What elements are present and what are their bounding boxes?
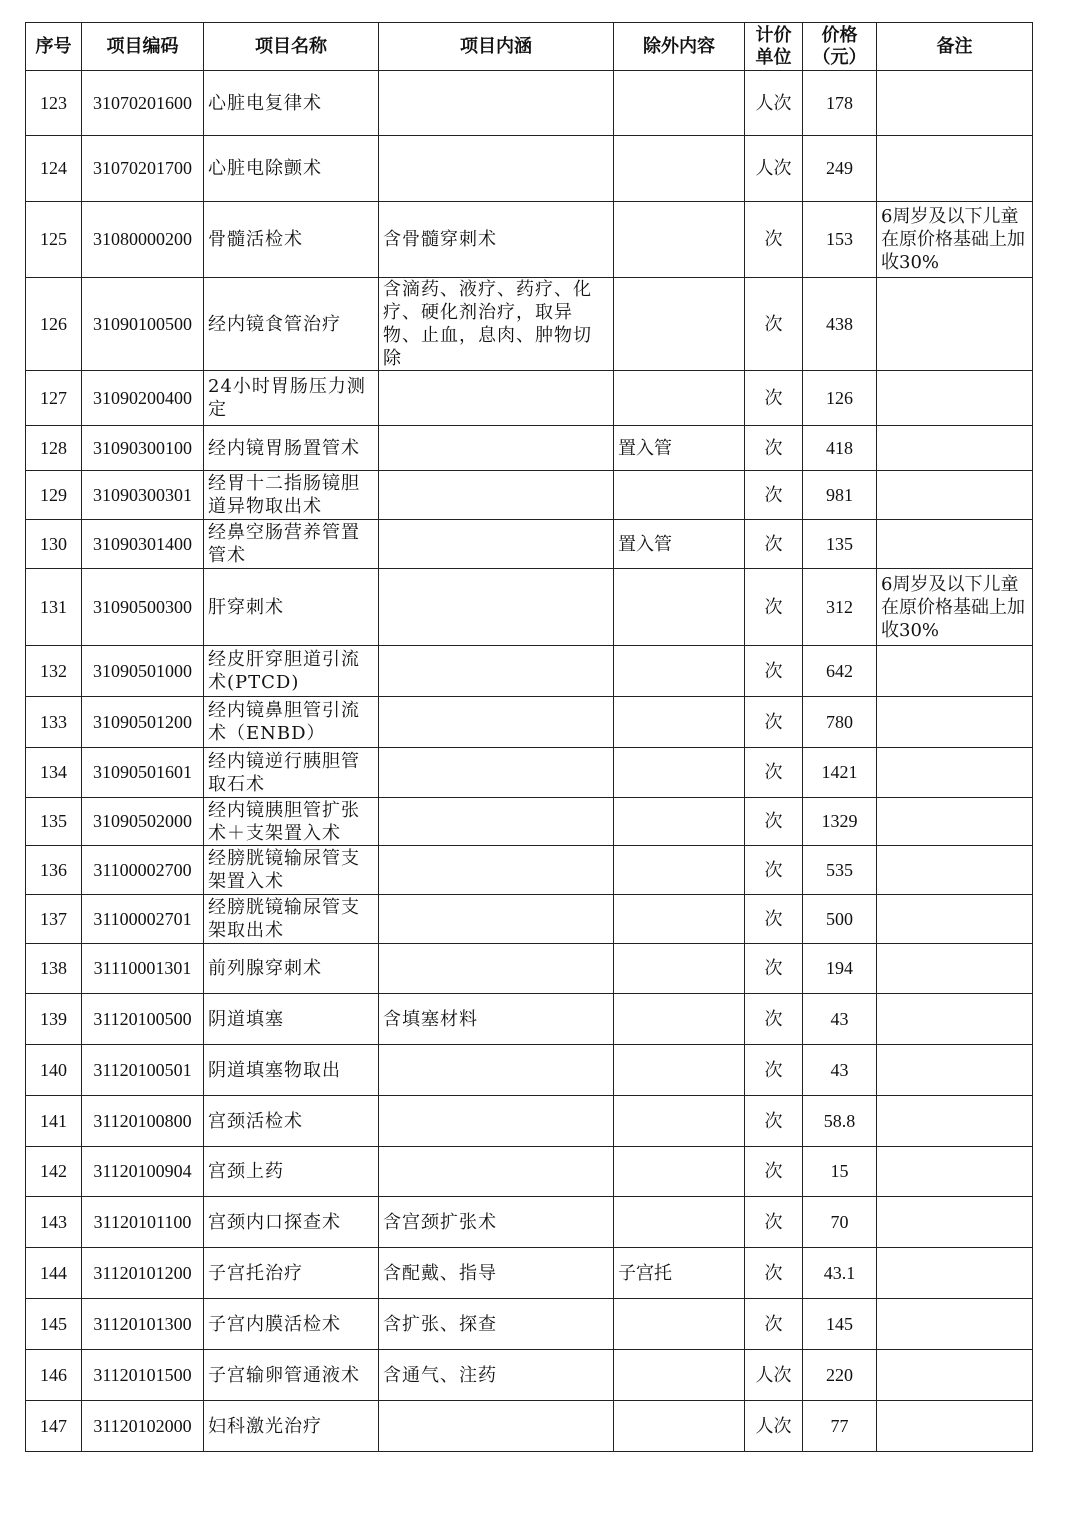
cell-name: 经膀胱镜输尿管支架取出术 — [204, 895, 379, 944]
header-row — [26, 23, 1033, 71]
header-content: 项目内涵 — [379, 23, 614, 71]
cell-note — [877, 471, 1033, 520]
cell-excluded — [614, 71, 745, 136]
cell-seq: 133 — [26, 697, 82, 748]
cell-code: 31120100501 — [82, 1045, 204, 1096]
cell-name: 心脏电除颤术 — [204, 136, 379, 202]
cell-content — [379, 71, 614, 136]
table-row — [26, 697, 1033, 748]
cell-note — [877, 1299, 1033, 1350]
cell-unit: 次 — [745, 895, 803, 944]
cell-seq: 138 — [26, 944, 82, 994]
cell-content: 含滴药、液疗、药疗、化疗、硬化剂治疗，取异物、止血，息肉、肿物切除 — [379, 278, 614, 371]
cell-name: 经内镜鼻胆管引流术（ENBD） — [204, 697, 379, 748]
cell-excluded — [614, 1096, 745, 1147]
cell-excluded — [614, 202, 745, 278]
cell-code: 31120101300 — [82, 1299, 204, 1350]
cell-excluded: 子宫托 — [614, 1248, 745, 1299]
cell-note — [877, 798, 1033, 846]
cell-price: 43 — [803, 1045, 877, 1096]
cell-seq: 127 — [26, 371, 82, 426]
table-row — [26, 1299, 1033, 1350]
cell-unit: 次 — [745, 278, 803, 371]
cell-code: 31100002701 — [82, 895, 204, 944]
cell-content — [379, 136, 614, 202]
header-excluded: 除外内容 — [614, 23, 745, 71]
cell-excluded — [614, 1197, 745, 1248]
cell-price: 535 — [803, 846, 877, 895]
cell-seq: 145 — [26, 1299, 82, 1350]
cell-code: 31110001301 — [82, 944, 204, 994]
cell-unit: 次 — [745, 371, 803, 426]
cell-unit: 次 — [745, 1248, 803, 1299]
cell-content — [379, 944, 614, 994]
cell-content — [379, 371, 614, 426]
header-price — [803, 23, 877, 71]
header-unit-line1: 计价 — [755, 24, 792, 46]
cell-content — [379, 846, 614, 895]
cell-unit: 人次 — [745, 1401, 803, 1452]
cell-price: 126 — [803, 371, 877, 426]
cell-note — [877, 278, 1033, 371]
cell-unit: 次 — [745, 471, 803, 520]
cell-price: 15 — [803, 1147, 877, 1197]
cell-seq: 140 — [26, 1045, 82, 1096]
cell-code: 31120101500 — [82, 1350, 204, 1401]
cell-note — [877, 994, 1033, 1045]
cell-unit: 次 — [745, 1197, 803, 1248]
cell-name: 经胃十二指肠镜胆道异物取出术 — [204, 471, 379, 520]
cell-content — [379, 798, 614, 846]
cell-code: 31090100500 — [82, 278, 204, 371]
cell-name: 心脏电复律术 — [204, 71, 379, 136]
cell-name: 经内镜胃肠置管术 — [204, 426, 379, 471]
cell-note — [877, 697, 1033, 748]
cell-excluded: 置入管 — [614, 520, 745, 569]
cell-price: 58.8 — [803, 1096, 877, 1147]
cell-unit: 人次 — [745, 136, 803, 202]
cell-code: 31080000200 — [82, 202, 204, 278]
cell-code: 31070201600 — [82, 71, 204, 136]
cell-excluded — [614, 471, 745, 520]
cell-name: 妇科激光治疗 — [204, 1401, 379, 1452]
cell-code: 31070201700 — [82, 136, 204, 202]
cell-seq: 131 — [26, 569, 82, 646]
cell-note — [877, 136, 1033, 202]
cell-code: 31090300100 — [82, 426, 204, 471]
cell-price: 438 — [803, 278, 877, 371]
cell-seq: 126 — [26, 278, 82, 371]
cell-content — [379, 426, 614, 471]
cell-unit: 次 — [745, 520, 803, 569]
cell-name: 经内镜逆行胰胆管取石术 — [204, 748, 379, 798]
header-price-line1: 价格 — [821, 24, 858, 46]
cell-seq: 129 — [26, 471, 82, 520]
cell-price: 220 — [803, 1350, 877, 1401]
table-row — [26, 1147, 1033, 1197]
cell-price: 70 — [803, 1197, 877, 1248]
table-row — [26, 1096, 1033, 1147]
cell-note — [877, 944, 1033, 994]
cell-note — [877, 71, 1033, 136]
cell-note — [877, 1096, 1033, 1147]
cell-name: 24小时胃肠压力测定 — [204, 371, 379, 426]
table-row — [26, 944, 1033, 994]
cell-excluded — [614, 846, 745, 895]
header-seq: 序号 — [26, 23, 82, 71]
cell-code: 31090301400 — [82, 520, 204, 569]
cell-content — [379, 1096, 614, 1147]
cell-unit: 次 — [745, 1147, 803, 1197]
cell-content: 含配戴、指导 — [379, 1248, 614, 1299]
cell-unit: 次 — [745, 697, 803, 748]
cell-name: 宫颈上药 — [204, 1147, 379, 1197]
cell-code: 31120100904 — [82, 1147, 204, 1197]
cell-excluded — [614, 1299, 745, 1350]
table-row — [26, 471, 1033, 520]
cell-unit: 次 — [745, 994, 803, 1045]
cell-seq: 137 — [26, 895, 82, 944]
table-row — [26, 846, 1033, 895]
cell-code: 31120100500 — [82, 994, 204, 1045]
cell-content — [379, 471, 614, 520]
table-row — [26, 278, 1033, 371]
cell-code: 31090300301 — [82, 471, 204, 520]
cell-content — [379, 1401, 614, 1452]
cell-excluded — [614, 697, 745, 748]
table-row — [26, 1197, 1033, 1248]
cell-price: 43.1 — [803, 1248, 877, 1299]
cell-unit: 次 — [745, 846, 803, 895]
cell-unit: 次 — [745, 426, 803, 471]
cell-name: 子宫输卵管通液术 — [204, 1350, 379, 1401]
cell-name: 子宫内膜活检术 — [204, 1299, 379, 1350]
cell-price: 981 — [803, 471, 877, 520]
cell-excluded — [614, 1401, 745, 1452]
table-row — [26, 798, 1033, 846]
cell-seq: 142 — [26, 1147, 82, 1197]
cell-code: 31120101200 — [82, 1248, 204, 1299]
cell-name: 前列腺穿刺术 — [204, 944, 379, 994]
cell-code: 31090200400 — [82, 371, 204, 426]
cell-unit: 人次 — [745, 71, 803, 136]
price-table — [25, 22, 1033, 1452]
table-row — [26, 1350, 1033, 1401]
cell-seq: 141 — [26, 1096, 82, 1147]
table-row — [26, 895, 1033, 944]
cell-code: 31120100800 — [82, 1096, 204, 1147]
cell-content: 含骨髓穿刺术 — [379, 202, 614, 278]
cell-name: 阴道填塞物取出 — [204, 1045, 379, 1096]
cell-name: 阴道填塞 — [204, 994, 379, 1045]
cell-price: 135 — [803, 520, 877, 569]
cell-code: 31120101100 — [82, 1197, 204, 1248]
cell-unit: 次 — [745, 748, 803, 798]
cell-seq: 130 — [26, 520, 82, 569]
cell-price: 194 — [803, 944, 877, 994]
cell-content — [379, 569, 614, 646]
cell-content — [379, 748, 614, 798]
cell-excluded — [614, 1350, 745, 1401]
cell-unit: 次 — [745, 569, 803, 646]
cell-note — [877, 748, 1033, 798]
cell-excluded — [614, 278, 745, 371]
cell-price: 153 — [803, 202, 877, 278]
header-name: 项目名称 — [204, 23, 379, 71]
cell-unit: 次 — [745, 798, 803, 846]
cell-content — [379, 1147, 614, 1197]
cell-code: 31120102000 — [82, 1401, 204, 1452]
table-row — [26, 994, 1033, 1045]
cell-content: 含扩张、探查 — [379, 1299, 614, 1350]
table-body — [26, 71, 1033, 1452]
cell-content: 含宫颈扩张术 — [379, 1197, 614, 1248]
cell-code: 31100002700 — [82, 846, 204, 895]
cell-price: 249 — [803, 136, 877, 202]
cell-unit: 次 — [745, 1299, 803, 1350]
header-price-line2: （元） — [812, 46, 867, 68]
cell-seq: 147 — [26, 1401, 82, 1452]
cell-excluded — [614, 371, 745, 426]
cell-name: 子宫托治疗 — [204, 1248, 379, 1299]
cell-price: 500 — [803, 895, 877, 944]
cell-name: 经皮肝穿胆道引流术(PTCD) — [204, 646, 379, 697]
cell-price: 1421 — [803, 748, 877, 798]
cell-note — [877, 1401, 1033, 1452]
header-unit-line2: 单位 — [755, 46, 792, 68]
cell-unit: 人次 — [745, 1350, 803, 1401]
cell-code: 31090501601 — [82, 748, 204, 798]
cell-code: 31090501200 — [82, 697, 204, 748]
table-row — [26, 426, 1033, 471]
cell-note — [877, 371, 1033, 426]
cell-seq: 139 — [26, 994, 82, 1045]
table-row — [26, 202, 1033, 278]
cell-note — [877, 1197, 1033, 1248]
cell-price: 780 — [803, 697, 877, 748]
cell-name: 经膀胱镜输尿管支架置入术 — [204, 846, 379, 895]
cell-seq: 134 — [26, 748, 82, 798]
cell-name: 肝穿刺术 — [204, 569, 379, 646]
cell-content: 含通气、注药 — [379, 1350, 614, 1401]
cell-unit: 次 — [745, 646, 803, 697]
cell-seq: 143 — [26, 1197, 82, 1248]
cell-note — [877, 520, 1033, 569]
cell-name: 宫颈内口探查术 — [204, 1197, 379, 1248]
cell-excluded — [614, 748, 745, 798]
cell-note — [877, 895, 1033, 944]
table-row — [26, 136, 1033, 202]
table-row — [26, 1248, 1033, 1299]
cell-code: 31090502000 — [82, 798, 204, 846]
cell-price: 312 — [803, 569, 877, 646]
table-row — [26, 569, 1033, 646]
cell-excluded — [614, 798, 745, 846]
cell-content — [379, 1045, 614, 1096]
cell-note — [877, 1045, 1033, 1096]
cell-content — [379, 895, 614, 944]
cell-price: 43 — [803, 994, 877, 1045]
cell-note: 6周岁及以下儿童在原价格基础上加收30% — [877, 569, 1033, 646]
cell-unit: 次 — [745, 1096, 803, 1147]
cell-price: 418 — [803, 426, 877, 471]
cell-name: 经内镜胰胆管扩张术＋支架置入术 — [204, 798, 379, 846]
cell-unit: 次 — [745, 202, 803, 278]
cell-seq: 123 — [26, 71, 82, 136]
cell-excluded — [614, 569, 745, 646]
cell-code: 31090501000 — [82, 646, 204, 697]
cell-note — [877, 1147, 1033, 1197]
table-row — [26, 646, 1033, 697]
cell-excluded — [614, 136, 745, 202]
cell-price: 77 — [803, 1401, 877, 1452]
cell-note — [877, 426, 1033, 471]
cell-name: 经内镜食管治疗 — [204, 278, 379, 371]
cell-content — [379, 520, 614, 569]
cell-note — [877, 646, 1033, 697]
cell-code: 31090500300 — [82, 569, 204, 646]
cell-price: 178 — [803, 71, 877, 136]
cell-content: 含填塞材料 — [379, 994, 614, 1045]
cell-name: 宫颈活检术 — [204, 1096, 379, 1147]
cell-unit: 次 — [745, 944, 803, 994]
cell-excluded — [614, 994, 745, 1045]
cell-price: 1329 — [803, 798, 877, 846]
table-row — [26, 520, 1033, 569]
table-row — [26, 1401, 1033, 1452]
cell-seq: 128 — [26, 426, 82, 471]
cell-seq: 125 — [26, 202, 82, 278]
cell-seq: 146 — [26, 1350, 82, 1401]
header-note: 备注 — [877, 23, 1033, 71]
cell-name: 骨髓活检术 — [204, 202, 379, 278]
cell-content — [379, 697, 614, 748]
cell-seq: 124 — [26, 136, 82, 202]
header-code: 项目编码 — [82, 23, 204, 71]
cell-seq: 135 — [26, 798, 82, 846]
cell-seq: 132 — [26, 646, 82, 697]
cell-excluded — [614, 895, 745, 944]
cell-excluded: 置入管 — [614, 426, 745, 471]
table-row — [26, 1045, 1033, 1096]
cell-note — [877, 846, 1033, 895]
cell-price: 642 — [803, 646, 877, 697]
cell-excluded — [614, 1147, 745, 1197]
cell-unit: 次 — [745, 1045, 803, 1096]
cell-excluded — [614, 1045, 745, 1096]
table-row — [26, 71, 1033, 136]
cell-note: 6周岁及以下儿童在原价格基础上加收30% — [877, 202, 1033, 278]
cell-excluded — [614, 646, 745, 697]
header-unit — [745, 23, 803, 71]
cell-excluded — [614, 944, 745, 994]
cell-note — [877, 1248, 1033, 1299]
cell-note — [877, 1350, 1033, 1401]
cell-price: 145 — [803, 1299, 877, 1350]
cell-content — [379, 646, 614, 697]
cell-seq: 136 — [26, 846, 82, 895]
table-row — [26, 371, 1033, 426]
table-row — [26, 748, 1033, 798]
cell-seq: 144 — [26, 1248, 82, 1299]
cell-name: 经鼻空肠营养管置管术 — [204, 520, 379, 569]
